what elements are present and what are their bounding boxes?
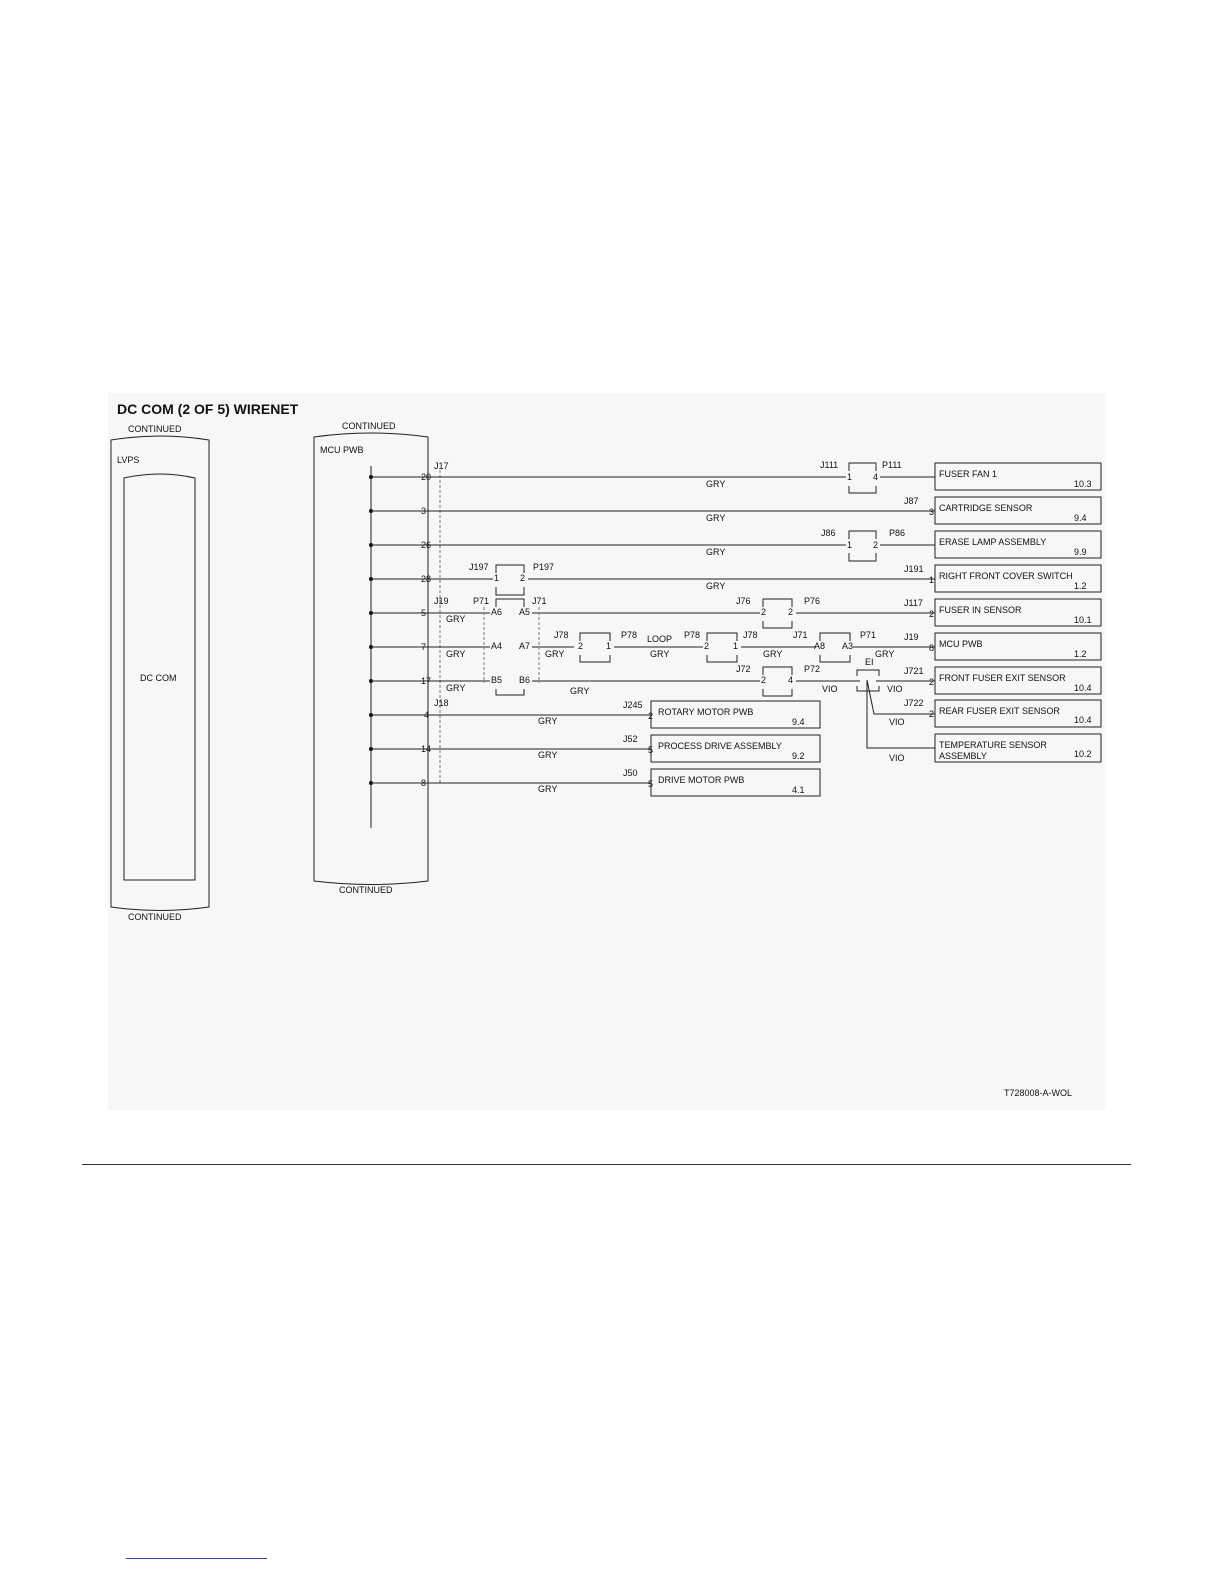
target-ref-fuser-in-sensor: 10.1 xyxy=(1074,615,1092,625)
lvps-label: LVPS xyxy=(117,455,140,465)
target-ref-fuser-fan-1: 10.3 xyxy=(1074,479,1092,489)
conn-j76: J76 xyxy=(736,596,751,606)
footer-link-underline xyxy=(126,1558,267,1559)
wire-color-process-drive-assembly: GRY xyxy=(538,750,558,760)
target-pin-front-fuser-exit-sensor: 2 xyxy=(929,677,935,687)
target-label-drive-motor-pwb: DRIVE MOTOR PWB xyxy=(658,775,745,785)
mcu-pin-cartridge-sensor: 3 xyxy=(421,506,427,516)
target-ref-process-drive-assembly: 9.2 xyxy=(792,751,805,761)
pin-a5: A5 xyxy=(519,607,531,617)
conn-j78-a: J78 xyxy=(554,630,569,640)
mcu-pin-erase-lamp-assembly: 26 xyxy=(421,540,432,550)
pin-a8: A8 xyxy=(814,641,826,651)
mcu-pin-fuser-fan-1: 20 xyxy=(421,472,432,482)
target-ref-mcu-pwb: 1.2 xyxy=(1074,649,1087,659)
conn-j78-b: J78 xyxy=(743,630,758,640)
wire-color-mcu-pwb-2: GRY xyxy=(650,649,670,659)
pin-a6: A6 xyxy=(491,607,503,617)
target-label-rear-fuser-exit-sensor: REAR FUSER EXIT SENSOR xyxy=(939,706,1060,716)
target-label-right-front-cover-switch: RIGHT FRONT COVER SWITCH xyxy=(939,571,1073,581)
target-pin-process-drive-assembly: 5 xyxy=(648,745,654,755)
conn-p76: P76 xyxy=(804,596,821,606)
wire-color-cartridge-sensor-0: GRY xyxy=(706,513,726,523)
wire-color-front-fuser-exit-sensor-2: VIO xyxy=(822,684,838,694)
conn-j111: J111 xyxy=(820,460,839,470)
conn-p86: P86 xyxy=(889,528,906,538)
mcu-pin-process-drive-assembly: 14 xyxy=(421,744,432,754)
target-pin-drive-motor-pwb: 5 xyxy=(648,779,654,789)
target-jack-rotary-motor-pwb: J245 xyxy=(623,700,643,710)
conn-p71: P71 xyxy=(473,596,490,606)
pin-j86: 1 xyxy=(847,540,853,550)
branch-wire-label-temp: VIO xyxy=(889,753,905,763)
mcu-pin-front-fuser-exit-sensor: 17 xyxy=(421,676,432,686)
target-pin-mcu-pwb: 8 xyxy=(929,643,935,653)
pin-b6: B6 xyxy=(519,675,531,685)
mcu-pin-mcu-pwb: 7 xyxy=(421,642,427,652)
mcu-connector-j18: J18 xyxy=(434,698,449,708)
mcu-connector-j17: J17 xyxy=(434,461,449,471)
mcu-pin-right-front-cover-switch: 28 xyxy=(421,574,432,584)
conn-j71-b: J71 xyxy=(793,630,808,640)
lvps-continued-top: CONTINUED xyxy=(128,424,182,434)
target-label-erase-lamp-assembly: ERASE LAMP ASSEMBLY xyxy=(939,537,1047,547)
wire-color-erase-lamp-assembly-0: GRY xyxy=(706,547,726,557)
wire-color-rotary-motor-pwb: GRY xyxy=(538,716,558,726)
wire-color-fuser-fan-1-0: GRY xyxy=(706,479,726,489)
pin-p86: 2 xyxy=(873,540,879,550)
target-jack-mcu-pwb: J19 xyxy=(904,632,919,642)
wire-color-mcu-pwb-4: GRY xyxy=(875,649,895,659)
target-ref-drive-motor-pwb: 4.1 xyxy=(792,785,805,795)
loop-label: LOOP xyxy=(647,634,673,644)
mcu-pin-rotary-motor-pwb: 4 xyxy=(424,710,430,720)
target-label-front-fuser-exit-sensor: FRONT FUSER EXIT SENSOR xyxy=(939,673,1066,683)
conn-j86: J86 xyxy=(821,528,836,538)
target-label-cartridge-sensor: CARTRIDGE SENSOR xyxy=(939,503,1033,513)
mcu-continued-top: CONTINUED xyxy=(342,421,396,431)
target-ref-temperature-sensor-assembly: 10.2 xyxy=(1074,749,1092,759)
splice-ei: EI xyxy=(865,657,874,667)
mcu-pin-fuser-in-sensor: 5 xyxy=(421,608,427,618)
conn-j72: J72 xyxy=(736,664,751,674)
target-ref-front-fuser-exit-sensor: 10.4 xyxy=(1074,683,1092,693)
branch-wire-label-rear: VIO xyxy=(889,717,905,727)
dc-com-label: DC COM xyxy=(140,673,177,683)
conn-p78-a: P78 xyxy=(621,630,638,640)
wire-color-front-fuser-exit-sensor-1: GRY xyxy=(570,686,590,696)
target-pin-right-front-cover-switch: 1 xyxy=(929,575,935,585)
target-ref-rear-fuser-exit-sensor: 10.4 xyxy=(1074,715,1092,725)
target-label-fuser-in-sensor: FUSER IN SENSOR xyxy=(939,605,1022,615)
mcu-label: MCU PWB xyxy=(320,445,364,455)
branch-pin-j722: 2 xyxy=(929,709,935,719)
conn-j197: J197 xyxy=(469,562,489,572)
target-jack-process-drive-assembly: J52 xyxy=(623,734,638,744)
conn-p71-b: P71 xyxy=(860,630,877,640)
pin-j111: 1 xyxy=(847,472,853,482)
wire-color-front-fuser-exit-sensor-0: GRY xyxy=(446,683,466,693)
target-jack-front-fuser-exit-sensor: J721 xyxy=(904,666,924,676)
pin-p78-b: 2 xyxy=(704,641,710,651)
pin-b5: B5 xyxy=(491,675,503,685)
diagram-title: DC COM (2 OF 5) WIRENET xyxy=(117,401,299,417)
pin-p78-a: 1 xyxy=(606,641,612,651)
pin-j78-a: 2 xyxy=(578,641,584,651)
wire-color-mcu-pwb-3: GRY xyxy=(763,649,783,659)
target-label-fuser-fan-1: FUSER FAN 1 xyxy=(939,469,998,479)
target-label-process-drive-assembly: PROCESS DRIVE ASSEMBLY xyxy=(658,741,782,751)
conn-j71: J71 xyxy=(532,596,547,606)
lvps-continued-bottom: CONTINUED xyxy=(128,912,182,922)
target-pin-cartridge-sensor: 3 xyxy=(929,507,935,517)
pin-p76: 2 xyxy=(788,607,794,617)
target-ref-right-front-cover-switch: 1.2 xyxy=(1074,581,1087,591)
wire-color-front-fuser-exit-sensor-3: VIO xyxy=(887,684,903,694)
conn-j19: J19 xyxy=(434,596,449,606)
target-jack-fuser-in-sensor: J117 xyxy=(904,598,923,608)
target-jack-cartridge-sensor: J87 xyxy=(904,496,919,506)
figure-id: T728008-A-WOL xyxy=(1004,1088,1073,1098)
target-jack-right-front-cover-switch: J191 xyxy=(904,564,924,574)
target-label-temperature-sensor-line2: ASSEMBLY xyxy=(939,751,987,761)
pin-p72: 4 xyxy=(788,675,794,685)
pin-j197: 1 xyxy=(494,573,500,583)
target-ref-cartridge-sensor: 9.4 xyxy=(1074,513,1087,523)
page-divider xyxy=(82,1164,1131,1165)
pin-p197: 2 xyxy=(520,573,526,583)
target-ref-erase-lamp-assembly: 9.9 xyxy=(1074,547,1087,557)
pin-j78-b: 1 xyxy=(733,641,739,651)
branch-jack-j722: J722 xyxy=(904,698,924,708)
pin-a4: A4 xyxy=(491,641,503,651)
target-pin-rotary-motor-pwb: 2 xyxy=(648,711,654,721)
target-label-temperature-sensor-line1: TEMPERATURE SENSOR xyxy=(939,740,1047,750)
wire-color-fuser-in-sensor-0: GRY xyxy=(446,614,466,624)
target-label-mcu-pwb: MCU PWB xyxy=(939,639,983,649)
conn-p111: P111 xyxy=(882,460,902,470)
mcu-continued-bottom: CONTINUED xyxy=(339,885,393,895)
target-label-rotary-motor-pwb: ROTARY MOTOR PWB xyxy=(658,707,754,717)
pin-j76: 2 xyxy=(761,607,767,617)
conn-p72: P72 xyxy=(804,664,821,674)
conn-p78-b: P78 xyxy=(684,630,701,640)
mcu-pin-drive-motor-pwb: 8 xyxy=(421,778,427,788)
wire-color-mcu-pwb-1: GRY xyxy=(545,649,565,659)
pin-a3: A3 xyxy=(842,641,854,651)
pin-p111: 4 xyxy=(873,472,879,482)
target-jack-drive-motor-pwb: J50 xyxy=(623,768,638,778)
wire-color-mcu-pwb-0: GRY xyxy=(446,649,466,659)
target-ref-rotary-motor-pwb: 9.4 xyxy=(792,717,805,727)
target-pin-fuser-in-sensor: 2 xyxy=(929,609,935,619)
wire-color-drive-motor-pwb: GRY xyxy=(538,784,558,794)
pin-j72: 2 xyxy=(761,675,767,685)
wire-color-right-front-cover-switch-0: GRY xyxy=(706,581,726,591)
conn-p197: P197 xyxy=(533,562,555,572)
pin-a7: A7 xyxy=(519,641,531,651)
